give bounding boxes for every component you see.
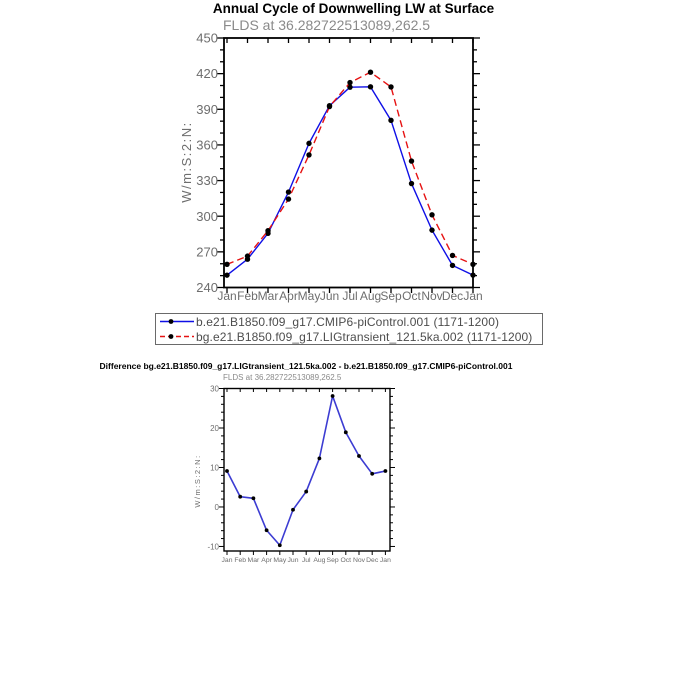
x-tick-label: Sep (380, 289, 402, 303)
x-tick-label: Dec (366, 557, 379, 564)
y-tick-label: 420 (196, 66, 218, 82)
legend-label-ligtransient: bg.e21.B1850.f09_g17.LIGtransient_121.5ka.002 (1171-1200) (196, 329, 533, 344)
y-tick-label: 10 (210, 463, 219, 473)
data-point-marker (347, 80, 352, 85)
x-tick-label: Dec (441, 289, 464, 303)
series-line-0 (227, 396, 385, 545)
data-point-marker (368, 70, 373, 75)
y-tick-label: 360 (196, 137, 218, 153)
data-point-marker (450, 263, 455, 268)
chart2-subtitle: FLDS at 36.282722513089,262.5 (223, 373, 342, 382)
difference-plot (180, 355, 430, 570)
x-tick-label: Nov (352, 557, 366, 564)
data-point-marker (357, 454, 361, 458)
data-point-marker (291, 508, 295, 512)
legend-line-sample-red-dashed (158, 329, 196, 344)
x-tick-label: Jan (463, 289, 483, 303)
series-line-1 (227, 72, 473, 264)
x-tick-label: Jan (379, 557, 391, 564)
x-tick-label: Jun (319, 289, 340, 303)
x-tick-label: Feb (234, 557, 247, 564)
data-point-marker (327, 104, 332, 109)
x-tick-label: Apr (279, 289, 298, 303)
x-tick-label: Apr (261, 557, 272, 564)
y-axis-title: W/m:S:2:N: (193, 454, 202, 508)
data-point-marker (450, 253, 455, 258)
data-point-marker (252, 496, 256, 500)
data-point-marker (238, 495, 242, 499)
legend-item-picontrol (156, 314, 542, 329)
x-tick-label: Jul (342, 289, 358, 303)
y-tick-label: 0 (214, 502, 219, 512)
y-tick-label: 330 (196, 173, 218, 189)
data-point-marker (265, 528, 269, 532)
data-point-marker (429, 227, 434, 232)
y-tick-label: 300 (196, 208, 218, 224)
x-tick-label: Jul (301, 557, 311, 564)
legend-line-sample-blue-solid (158, 314, 196, 329)
x-tick-label: Aug (359, 289, 382, 303)
x-tick-label: Jan (221, 557, 233, 564)
x-tick-label: Mar (247, 557, 260, 564)
y-axis-title: W/m:S:2:N: (179, 121, 194, 203)
x-tick-label: Mar (257, 289, 279, 303)
x-tick-label: Jan (217, 289, 237, 303)
data-point-marker (286, 196, 291, 201)
legend-sample-marker (169, 334, 174, 339)
y-tick-label: 20 (210, 423, 219, 433)
legend-box (155, 313, 543, 345)
x-tick-label: Sep (326, 557, 339, 564)
data-point-marker (245, 253, 250, 258)
y-tick-label: 450 (196, 30, 218, 46)
x-tick-label: Aug (313, 557, 326, 564)
chart1-title: Annual Cycle of Downwelling LW at Surface (212, 1, 495, 16)
data-point-marker (368, 84, 373, 89)
legend-label-picontrol: b.e21.B1850.f09_g17.CMIP6-piControl.001 (1171-1200) (196, 314, 500, 329)
data-point-marker (225, 469, 229, 473)
x-tick-label: Oct (340, 557, 352, 564)
data-point-marker (286, 189, 291, 194)
data-point-marker (306, 152, 311, 157)
data-point-marker (318, 456, 322, 460)
x-tick-label: May (297, 289, 321, 303)
legend-sample-marker (169, 319, 174, 324)
x-tick-label: Jun (287, 557, 299, 564)
y-tick-label: 390 (196, 101, 218, 117)
y-tick-label: 240 (196, 280, 218, 296)
x-tick-label: May (273, 557, 287, 564)
data-point-marker (370, 472, 374, 476)
data-point-marker (344, 430, 348, 434)
data-point-marker (429, 212, 434, 217)
data-point-marker (304, 490, 308, 494)
data-point-marker (384, 469, 388, 473)
data-point-marker (388, 118, 393, 123)
data-point-marker (388, 84, 393, 89)
data-point-marker (224, 272, 229, 277)
data-point-marker (278, 543, 282, 547)
y-tick-label: -10 (207, 542, 219, 552)
data-point-marker (224, 262, 229, 267)
axis-box (224, 38, 473, 288)
data-point-marker (409, 158, 414, 163)
x-tick-label: Oct (402, 289, 421, 303)
y-tick-label: 270 (196, 244, 218, 260)
data-point-marker (470, 262, 475, 267)
legend-item-ligtransient (156, 329, 542, 344)
data-point-marker (331, 394, 335, 398)
x-tick-label: Nov (421, 289, 443, 303)
data-point-marker (409, 181, 414, 186)
data-point-marker (306, 141, 311, 146)
data-point-marker (470, 272, 475, 277)
annual-cycle-plot (140, 0, 570, 312)
chart1-subtitle: FLDS at 36.282722513089,262.5 (223, 17, 431, 33)
series-line-0 (227, 87, 473, 275)
chart2-title: Difference bg.e21.B1850.f09_g17.LIGtransient_121.5ka.002 - b.e21.B1850.f09_g17.CMIP6-piControl.001 (99, 361, 513, 371)
y-tick-label: 30 (210, 384, 219, 394)
x-tick-label: Feb (237, 289, 258, 303)
data-point-marker (265, 228, 270, 233)
axis-box (224, 389, 390, 552)
